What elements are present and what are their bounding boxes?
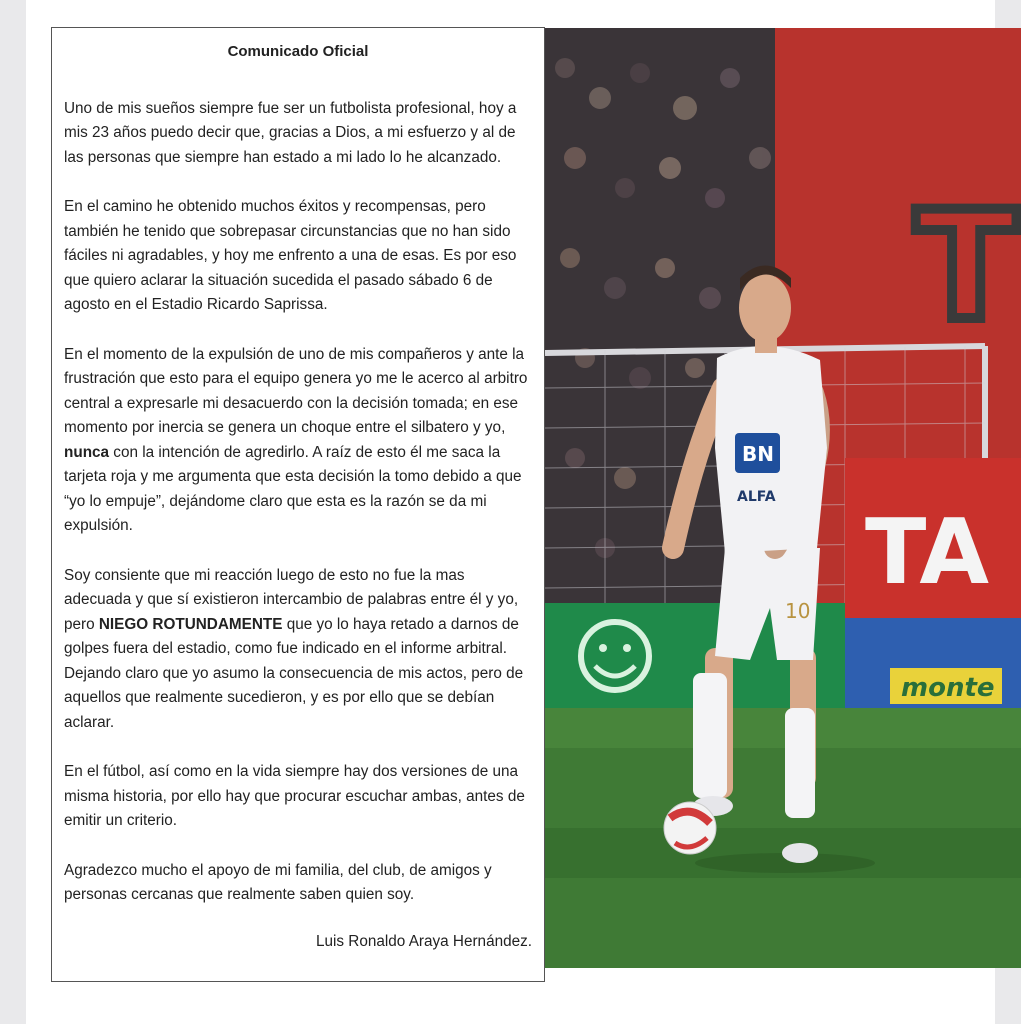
stand-banner-letters: TA bbox=[865, 500, 990, 605]
player-head bbox=[739, 274, 791, 342]
football bbox=[664, 802, 716, 854]
document-sheet bbox=[26, 0, 1018, 1024]
paragraph-3-emphasis: nunca bbox=[64, 443, 110, 461]
statement-title: Comunicado Oficial bbox=[227, 43, 369, 60]
player-photo bbox=[545, 28, 1021, 968]
billboard-text: monte bbox=[901, 673, 995, 703]
jersey-sponsor-2: ALFA bbox=[737, 489, 776, 505]
player-right-sock bbox=[785, 708, 815, 818]
paragraph-4 bbox=[64, 564, 532, 736]
paragraph-3 bbox=[64, 343, 532, 539]
paragraph-1: Uno de mis sueños siempre fue ser un futbolista profesional, hoy a mis 23 años puedo decir que, gracias a Dios, a mi esfuerzo y al de las personas que siempre han estado a mi lado lo he alcanzado. bbox=[64, 99, 517, 166]
player-photo-illustration bbox=[545, 28, 1021, 968]
paragraph-6: Agradezco mucho el apoyo de mi familia, del club, de amigos y personas cercanas que realmente saben quien soy. bbox=[64, 861, 492, 903]
stand-letter-graphic: T bbox=[915, 180, 1018, 354]
paragraph-5: En el fútbol, así como en la vida siempre hay dos versiones de una misma historia, por ello hay que procurar escuchar ambas, antes de emitir un criterio. bbox=[64, 763, 525, 829]
paragraph-4-text-a: Soy consiente que mi reacción luego de esto no fue la mas adecuada y que sí existieron intercambio de palabras entre él y yo, pero bbox=[64, 566, 519, 633]
paragraph-2: En el camino he obtenido muchos éxitos y recompensas, pero también he tenido que sobrepasar circunstancias que no han sido fáciles ni agradables, y hoy me enfrento a una de esas. Es por eso que quiero aclarar la situación sucedida el pasado sábado 6 de agosto en el Estadio Ricardo Saprissa. bbox=[64, 198, 517, 313]
player-left-sock bbox=[693, 673, 727, 798]
jersey-sponsor-1: BN bbox=[742, 442, 774, 466]
paragraph-4-emphasis: NIEGO ROTUNDAMENTE bbox=[98, 615, 283, 633]
statement-box bbox=[51, 27, 545, 982]
paragraph-3-text-a: En el momento de la expulsión de uno de mis compañeros y ante la frustración que esto para el equipo genera yo me le acerco al arbitro central a expresarle mi desacuerdo con la decisión tomada; en ese momento por inercia se genera un choque entre el silbatero y yo, bbox=[64, 345, 528, 436]
signature: Luis Ronaldo Araya Hernández. bbox=[316, 932, 532, 950]
shorts-number: 10 bbox=[785, 599, 811, 623]
paragraph-4-text-b: que yo lo haya retado a darnos de golpes fuera del estadio, como fue indicado en el informe arbitral. Dejando claro que yo asumo la consecuencia de mis actos, pero de aquellos que realmente sucedieron, y es por ello que se debían aclarar. bbox=[64, 615, 524, 731]
paragraph-3-text-b: con la intención de agredirlo. A raíz de esto él me saca la tarjeta roja y me argumenta que esta decisión la tomo debido a que “yo lo empuje”, dejándome claro que esta es la razón se da mi expulsión. bbox=[64, 443, 522, 534]
